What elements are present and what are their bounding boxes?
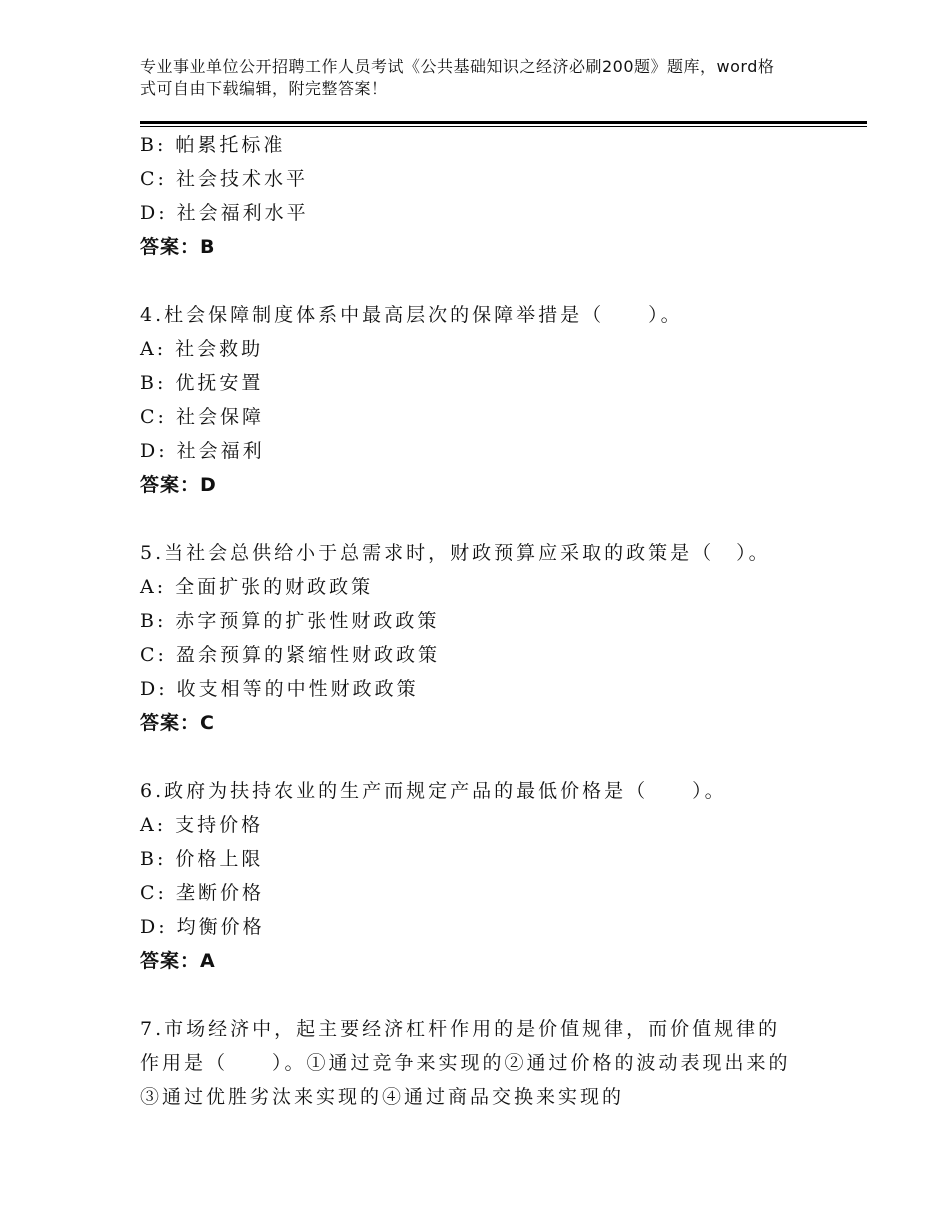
- question-stem: 7.市场经济中，起主要经济杠杆作用的是价值规律，而价值规律的作用是（ ）。①通过竞争来实现的②通过价格的波动表现出来的③通过优胜劣汰来实现的④通过商品交换来实现的: [140, 1018, 791, 1108]
- answer-label: 答案：A: [140, 950, 216, 972]
- option-d: D: 均衡价格: [140, 916, 265, 938]
- question-content: [140, 128, 800, 1114]
- answer-label: 答案：C: [140, 712, 215, 734]
- answer-label: 答案：D: [140, 474, 217, 496]
- option-a: A: 社会救助: [140, 338, 264, 360]
- answer-label: 答案：B: [140, 236, 216, 258]
- document-header: 专业事业单位公开招聘工作人员考试《公共基础知识之经济必刷200题》题库，word格式可自由下载编辑，附完整答案！: [140, 57, 775, 98]
- spacer: [140, 740, 800, 774]
- spacer: [140, 264, 800, 298]
- option-a: A: 全面扩张的财政政策: [140, 576, 374, 598]
- spacer: [140, 502, 800, 536]
- option-c: C: 社会保障: [140, 406, 264, 428]
- question-stem: 6.政府为扶持农业的生产而规定产品的最低价格是（ ）。: [140, 780, 727, 802]
- option-b: B: 优抚安置: [140, 372, 264, 394]
- option-c: C: 垄断价格: [140, 882, 264, 904]
- option-c: C: 盈余预算的紧缩性财政政策: [140, 644, 440, 666]
- option-a: A: 支持价格: [140, 814, 264, 836]
- question-6: [140, 774, 800, 978]
- option-b: B: 赤字预算的扩张性财政政策: [140, 610, 440, 632]
- spacer: [140, 978, 800, 1012]
- header-rule-thick: [140, 121, 867, 124]
- question-5: [140, 536, 800, 740]
- option-b: B: 帕累托标准: [140, 134, 286, 156]
- question-stem: 5.当社会总供给小于总需求时，财政预算应采取的政策是（ ）。: [140, 542, 771, 564]
- question-3-partial: [140, 128, 800, 264]
- option-b: B: 价格上限: [140, 848, 264, 870]
- option-c: C: 社会技术水平: [140, 168, 308, 190]
- option-d: D: 收支相等的中性财政政策: [140, 678, 419, 700]
- header-rule-thin: [140, 126, 867, 127]
- question-stem: 4.杜会保障制度体系中最高层次的保障举措是（ ）。: [140, 304, 683, 326]
- question-4: [140, 298, 800, 502]
- option-d: D: 社会福利水平: [140, 202, 309, 224]
- question-7: [140, 1012, 800, 1114]
- option-d: D: 社会福利: [140, 440, 265, 462]
